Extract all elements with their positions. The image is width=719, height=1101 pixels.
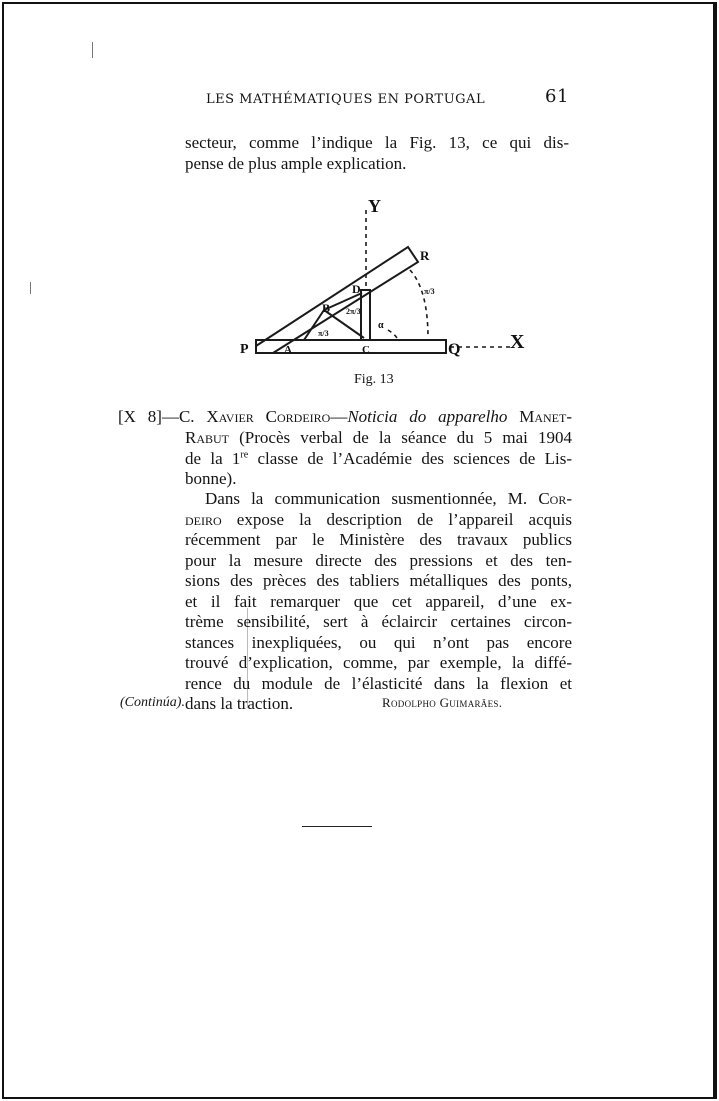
entry-dash: —: [330, 407, 348, 426]
text-line: secteur, comme l’indique la Fig. 13, ce qui dis-: [185, 133, 569, 152]
label-r: R: [420, 248, 430, 263]
arc-dashed: [388, 330, 398, 340]
section-rule: [302, 826, 372, 827]
text-line: pour la mesure directe des pressions et des ten-: [185, 550, 572, 570]
entry-line: [185, 428, 572, 449]
label-c: C: [362, 344, 370, 356]
bibliography-entry: [118, 407, 572, 428]
label-y: Y: [368, 196, 381, 216]
person-name: deiro: [185, 509, 222, 529]
entry-author: C. Xavier Cordeiro: [178, 407, 331, 426]
author-signature: Rodolpho Guimarães.: [382, 695, 503, 710]
person-name: Cor-: [538, 489, 572, 508]
text-line: [185, 489, 572, 510]
entry-line: [118, 407, 572, 428]
entry-line: [185, 449, 572, 470]
text-line: trème sensibilité, sert à éclaircir certaines circon-: [185, 612, 572, 631]
label-pi-third: π/3: [424, 287, 435, 296]
label-d: D: [352, 282, 361, 296]
entry-ref: [X 8]: [118, 407, 162, 426]
continua-note: (Continúa).: [120, 695, 185, 710]
entry-device-name: Manet-: [519, 407, 573, 426]
page-number: 61: [545, 86, 569, 107]
label-pi-third-small: π/3: [318, 329, 329, 338]
entry-text: classe de l’Académie des sciences de Lis-: [248, 448, 572, 468]
figure-caption: Fig. 13: [354, 372, 394, 387]
text-line: dans la traction.: [185, 694, 294, 713]
label-a: A: [284, 344, 292, 356]
running-title: LES MATHÉMATIQUES EN PORTUGAL: [206, 92, 486, 107]
text-line: sions des prèces des tabliers métalliques des ponts,: [185, 571, 572, 590]
entry-superscript: re: [240, 448, 249, 460]
intro-paragraph: [185, 133, 569, 174]
label-x: X: [510, 331, 525, 353]
text-span: expose la description de l’appareil acquis: [221, 509, 572, 529]
entry-dash: —: [161, 407, 179, 426]
scan-mark: [92, 42, 93, 58]
arc-dashed: [410, 270, 428, 338]
text-line: trouvé d’explication, comme, par exemple, la diffé-: [185, 653, 572, 672]
entry-line: bonne).: [185, 469, 237, 488]
text-line: [185, 510, 572, 531]
entry-device-name: Rabut: [185, 428, 230, 447]
text-span: Dans la communication susmentionnée, M.: [205, 489, 528, 508]
label-p: P: [240, 342, 249, 357]
text-line: récemment par le Ministère des travaux publics: [185, 530, 572, 549]
body-paragraph: [185, 489, 572, 715]
inclined-bar: [256, 247, 418, 353]
text-line: pense de plus ample explication.: [185, 153, 407, 173]
figure-13-diagram: [238, 190, 538, 370]
entry-title: Noticia do apparelho: [347, 407, 508, 426]
label-alpha: α: [378, 320, 384, 331]
label-b: B: [322, 301, 331, 315]
text-line: rence du module de l’élasticité dans la flexion et: [185, 673, 572, 693]
text-line: stances inexpliquées, ou qui n’ont pas encore: [185, 632, 572, 652]
label-two-pi-third: 2π/3: [346, 307, 361, 316]
label-q: Q: [448, 341, 461, 358]
entry-text: (Procès verbal de la séance du 5 mai 1904: [229, 428, 572, 447]
text-line: et il fait remarquer que cet appareil, d’une ex-: [185, 591, 572, 611]
bibliography-entry-cont: [185, 428, 572, 490]
scan-mark: [30, 282, 31, 294]
entry-text: de la 1: [185, 448, 241, 468]
